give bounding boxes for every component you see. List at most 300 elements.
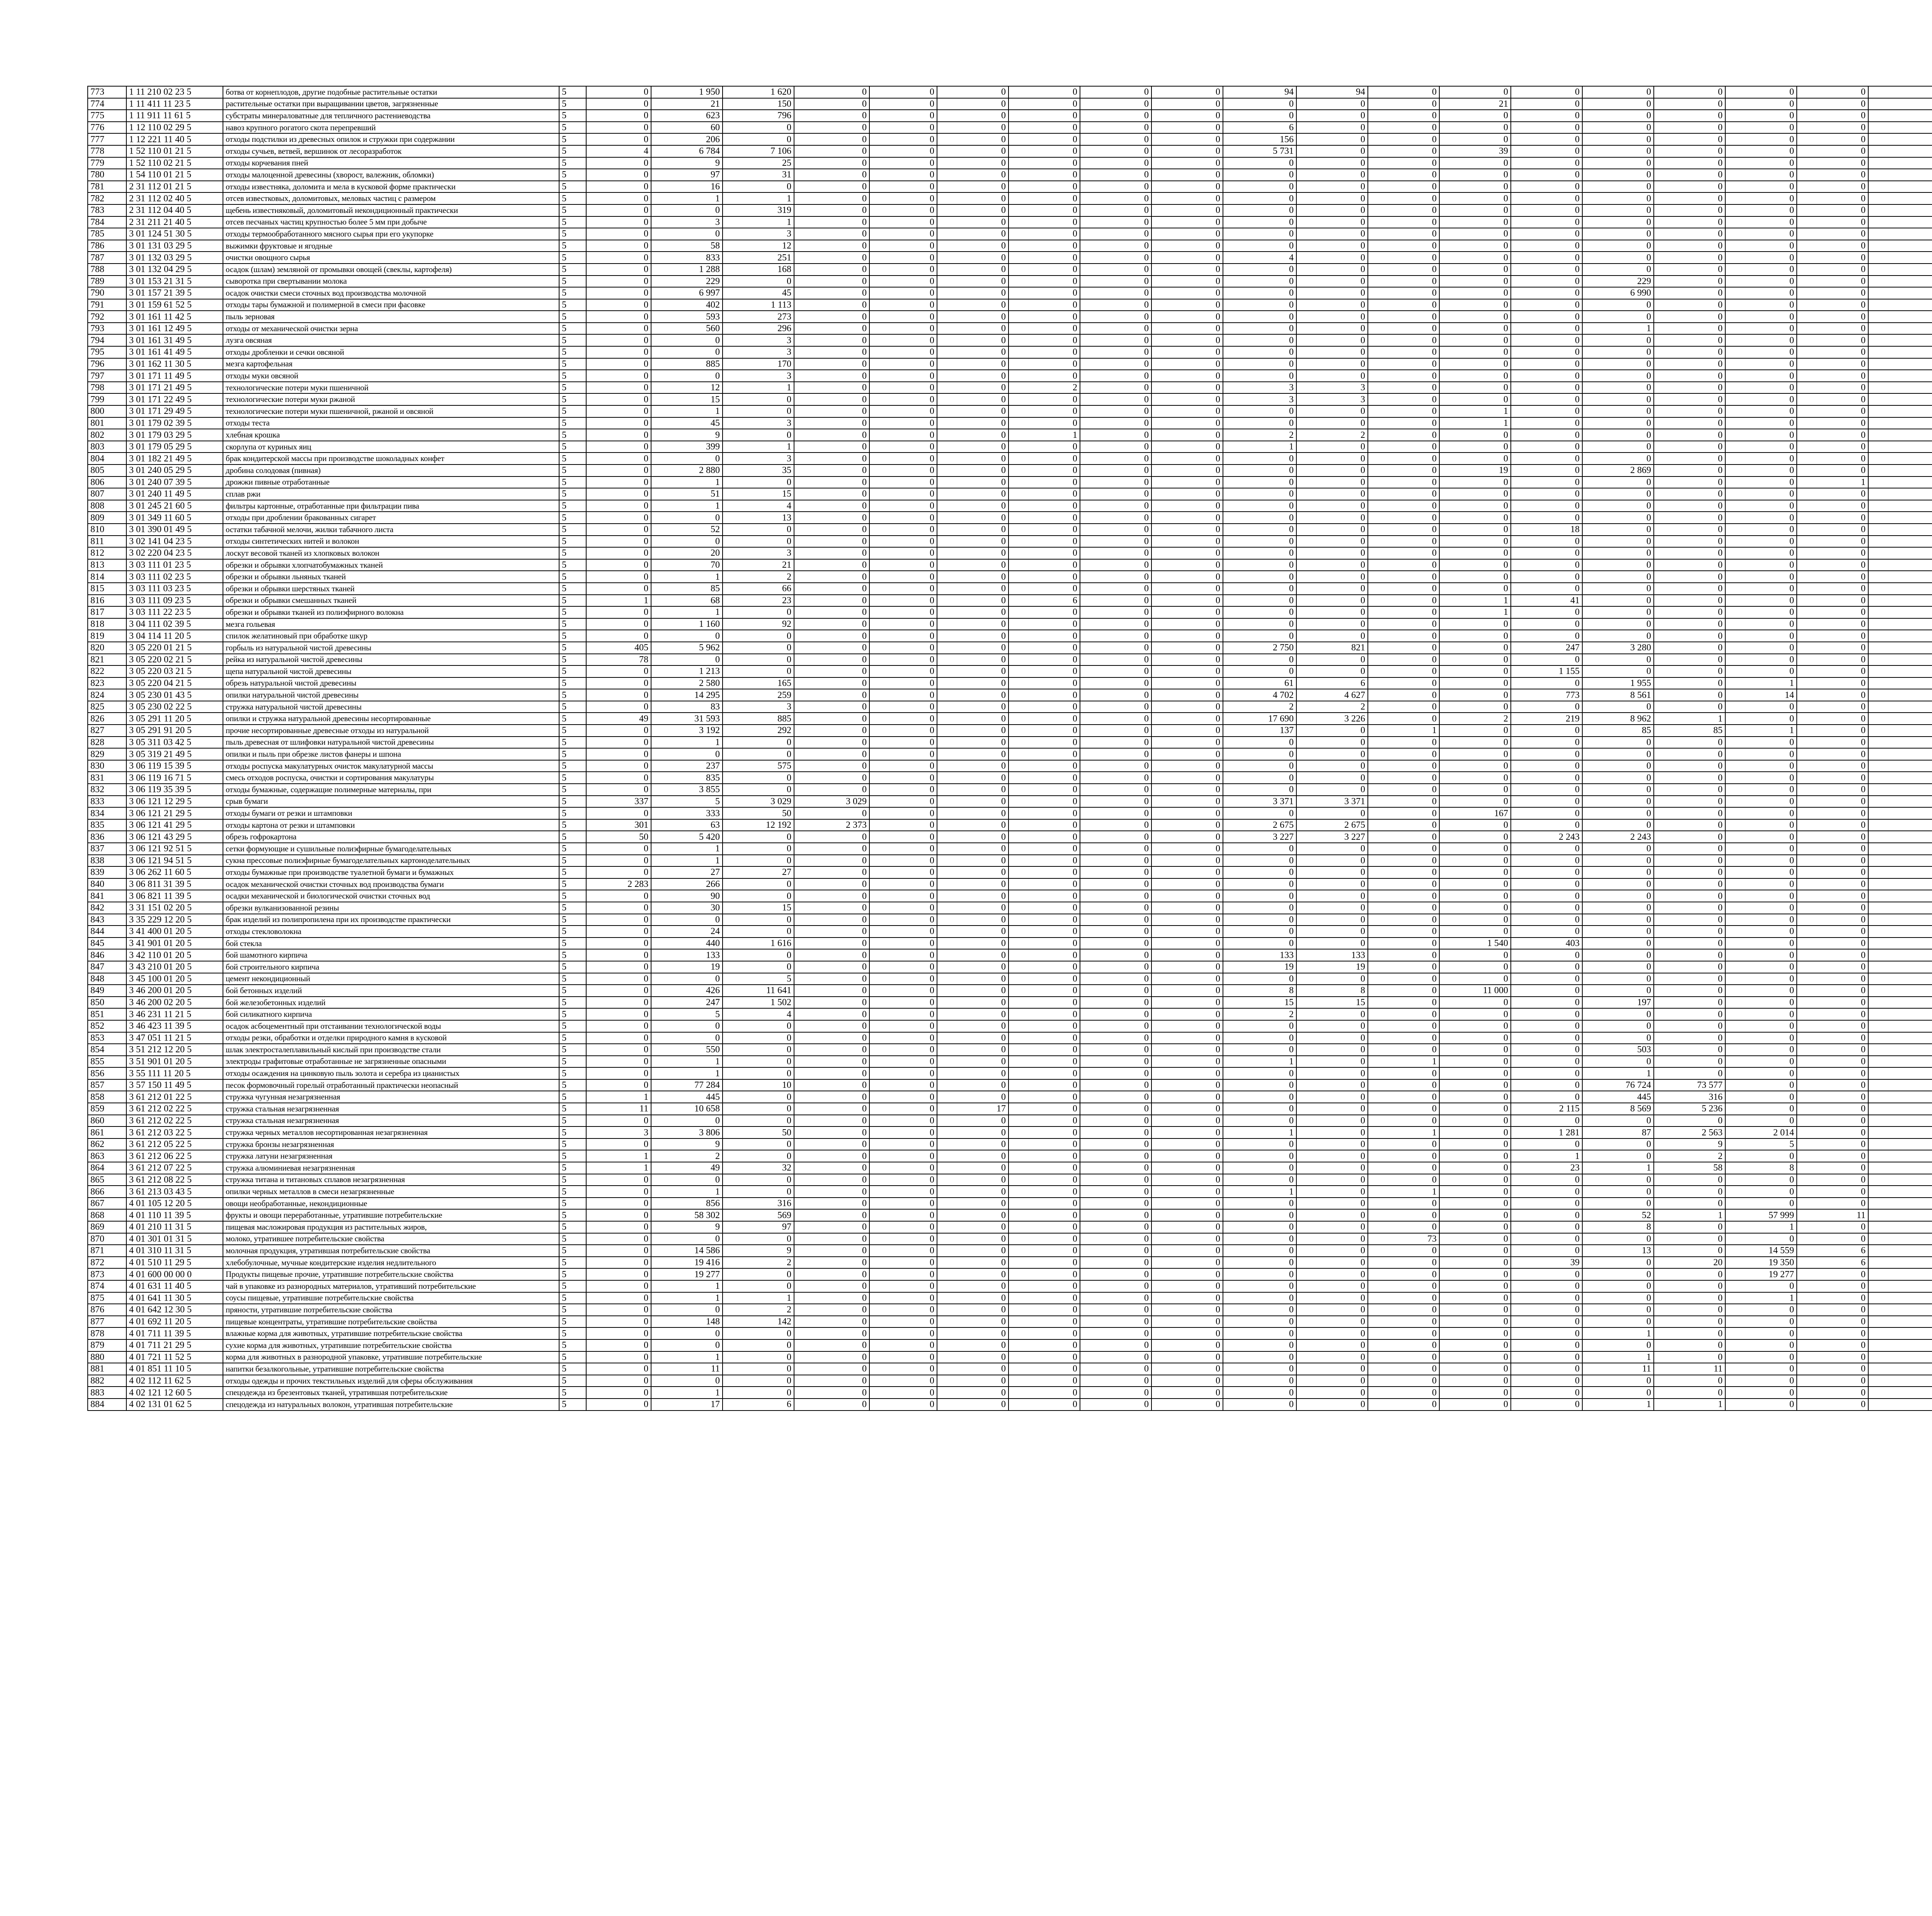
value-cell: 11 [651,1363,723,1375]
value-cell: 0 [1368,1174,1439,1186]
value-cell: 0 [723,405,794,417]
value-cell: 1 [651,1387,723,1399]
waste-name-cell: сплав ржи [223,488,559,500]
value-cell: 0 [1296,737,1368,749]
value-cell: 0 [1223,181,1296,193]
value-cell: 0 [1151,157,1223,169]
value-cell: 0 [1151,1044,1223,1056]
value-cell: 0 [937,1304,1009,1316]
value-cell: 0 [937,465,1009,476]
value-cell: 0 [1080,1044,1151,1056]
value-cell: 0 [1151,878,1223,890]
value-cell: 0 [937,902,1009,914]
value-cell: 73 [1368,1233,1439,1245]
value-cell [1868,1044,1932,1056]
hazard-class-cell: 5 [559,145,586,157]
value-cell: 0 [1725,997,1797,1009]
value-cell: 0 [651,1327,723,1339]
value-cell: 0 [1009,1150,1080,1162]
value-cell: 0 [1439,949,1511,961]
value-cell: 0 [1797,866,1868,878]
value-cell: 0 [1439,796,1511,808]
waste-name-cell: дробина солодовая (пивная) [223,465,559,476]
row-number-cell: 782 [88,192,126,204]
value-cell: 0 [937,98,1009,110]
value-cell: 1 [723,1292,794,1304]
value-cell: 0 [1725,453,1797,465]
value-cell: 0 [1009,1245,1080,1257]
value-cell: 0 [1797,748,1868,760]
value-cell: 0 [1797,1363,1868,1375]
value-cell: 0 [794,1020,869,1032]
value-cell: 0 [723,429,794,441]
value-cell: 0 [1080,725,1151,737]
value-cell: 0 [937,1162,1009,1174]
value-cell: 12 [723,240,794,252]
value-cell: 5 [1725,1138,1797,1150]
value-cell: 0 [794,1327,869,1339]
value-cell: 0 [1223,1387,1296,1399]
value-cell: 0 [1151,228,1223,240]
hazard-class-cell: 5 [559,1186,586,1198]
value-cell: 0 [1151,1056,1223,1068]
table-row [88,1339,1932,1351]
value-cell [1868,1245,1932,1257]
value-cell: 0 [586,133,651,145]
row-number-cell: 882 [88,1375,126,1387]
waste-code-cell: 3 61 212 03 22 5 [126,1126,223,1138]
waste-name-cell: обрезки и обрывки тканей из полиэфирного волокна [223,606,559,618]
hazard-class-cell: 5 [559,878,586,890]
value-cell: 1 [1582,1067,1654,1079]
value-cell: 0 [1654,536,1725,548]
value-cell: 1 [651,855,723,867]
value-cell: 0 [1439,1221,1511,1233]
value-cell: 0 [794,204,869,216]
value-cell: 0 [723,949,794,961]
value-cell: 0 [937,618,1009,630]
value-cell: 503 [1582,1044,1654,1056]
value-cell: 9 [651,1138,723,1150]
value-cell: 0 [1439,157,1511,169]
value-cell: 3 [723,547,794,559]
table-row [88,1351,1932,1363]
waste-name-cell: фильтры картонные, отработанные при фильтрации пива [223,500,559,512]
value-cell: 0 [1009,476,1080,488]
waste-name-cell: отходы одежды и прочих текстильных изделий для сферы обслуживания [223,1375,559,1387]
value-cell: 3 371 [1296,796,1368,808]
value-cell: 0 [1582,1115,1654,1127]
value-cell: 0 [1725,382,1797,394]
value-cell: 0 [1654,1375,1725,1387]
value-cell: 1 [1582,1351,1654,1363]
waste-code-cell: 2 31 112 04 40 5 [126,204,223,216]
value-cell: 0 [1296,748,1368,760]
waste-name-cell: отходы теста [223,417,559,429]
value-cell: 1 [1725,725,1797,737]
hazard-class-cell: 5 [559,476,586,488]
value-cell: 0 [937,370,1009,382]
value-cell: 0 [937,961,1009,973]
value-cell [1868,1067,1932,1079]
value-cell: 0 [1009,417,1080,429]
value-cell: 0 [1151,559,1223,571]
waste-name-cell: чай в упаковке из разнородных материалов, утративший потребительские [223,1280,559,1292]
value-cell: 0 [586,323,651,335]
value-cell: 219 [1511,713,1582,725]
row-number-cell: 835 [88,819,126,831]
value-cell: 0 [1368,299,1439,311]
value-cell: 0 [1582,429,1654,441]
value-cell: 0 [1511,748,1582,760]
value-cell: 0 [937,985,1009,997]
value-cell: 52 [651,524,723,536]
value-cell: 19 350 [1725,1257,1797,1269]
value-cell: 0 [1725,796,1797,808]
row-number-cell: 778 [88,145,126,157]
value-cell: 10 [723,1079,794,1091]
value-cell: 0 [869,595,937,607]
waste-code-cell: 4 02 112 11 62 5 [126,1375,223,1387]
value-cell: 316 [1654,1091,1725,1103]
value-cell: 0 [1511,86,1582,98]
value-cell: 0 [1368,1327,1439,1339]
value-cell: 0 [1654,949,1725,961]
table-row [88,926,1932,938]
value-cell: 0 [1439,86,1511,98]
value-cell: 0 [1439,1008,1511,1020]
value-cell: 0 [1368,1363,1439,1375]
value-cell: 0 [1654,145,1725,157]
value-cell: 0 [1151,831,1223,843]
value-cell: 0 [1151,1209,1223,1221]
value-cell: 0 [1582,748,1654,760]
value-cell: 0 [794,287,869,299]
waste-name-cell: дрожжи пивные отработанные [223,476,559,488]
value-cell: 0 [586,98,651,110]
value-cell: 0 [1080,843,1151,855]
value-cell: 0 [1296,417,1368,429]
value-cell: 0 [937,949,1009,961]
hazard-class-cell: 5 [559,1221,586,1233]
value-cell: 21 [723,559,794,571]
value-cell: 0 [1368,571,1439,583]
value-cell: 569 [723,1209,794,1221]
waste-name-cell: навоз крупного рогатого скота перепревший [223,122,559,134]
waste-code-cell: 4 02 121 12 60 5 [126,1387,223,1399]
value-cell: 0 [1223,276,1296,288]
value-cell: 0 [1368,346,1439,358]
table-row [88,488,1932,500]
value-cell: 0 [1582,252,1654,264]
waste-code-cell: 1 54 110 01 21 5 [126,169,223,181]
value-cell: 0 [1725,346,1797,358]
value-cell: 0 [794,228,869,240]
value-cell: 15 [723,488,794,500]
value-cell: 0 [1654,323,1725,335]
value-cell: 0 [586,1387,651,1399]
value-cell: 0 [1080,547,1151,559]
table-row [88,713,1932,725]
value-cell [1868,630,1932,642]
value-cell: 0 [1439,583,1511,595]
value-cell: 445 [651,1091,723,1103]
value-cell: 0 [1009,1221,1080,1233]
value-cell: 0 [1797,252,1868,264]
value-cell: 0 [1296,264,1368,276]
value-cell: 0 [1511,311,1582,323]
value-cell: 0 [723,1375,794,1387]
value-cell: 0 [1223,323,1296,335]
value-cell: 0 [723,1032,794,1044]
table-row [88,1138,1932,1150]
value-cell: 0 [1151,252,1223,264]
table-row [88,287,1932,299]
value-cell: 0 [937,831,1009,843]
row-number-cell: 798 [88,382,126,394]
value-cell: 0 [1296,1316,1368,1328]
value-cell: 0 [586,914,651,926]
row-number-cell: 806 [88,476,126,488]
value-cell: 0 [1368,796,1439,808]
value-cell: 0 [1582,536,1654,548]
value-cell: 0 [1151,961,1223,973]
value-cell: 0 [794,595,869,607]
value-cell: 58 [651,240,723,252]
value-cell: 0 [1223,110,1296,122]
value-cell: 445 [1582,1091,1654,1103]
value-cell: 3 [723,228,794,240]
value-cell: 0 [1725,1233,1797,1245]
hazard-class-cell: 5 [559,465,586,476]
value-cell: 0 [794,382,869,394]
hazard-class-cell: 5 [559,855,586,867]
value-cell: 0 [1151,1387,1223,1399]
value-cell: 237 [651,760,723,772]
value-cell: 0 [1223,1221,1296,1233]
value-cell [1868,299,1932,311]
value-cell: 0 [1151,654,1223,666]
waste-code-cell: 3 05 220 02 21 5 [126,654,223,666]
value-cell: 0 [586,252,651,264]
value-cell: 0 [794,1044,869,1056]
value-cell [1868,1079,1932,1091]
value-cell: 0 [651,204,723,216]
value-cell: 5 [723,973,794,985]
value-cell: 0 [1151,807,1223,819]
value-cell: 0 [1009,618,1080,630]
value-cell: 0 [869,1091,937,1103]
value-cell: 0 [1009,323,1080,335]
value-cell: 405 [586,642,651,654]
value-cell: 0 [723,1091,794,1103]
value-cell: 259 [723,689,794,701]
hazard-class-cell: 5 [559,831,586,843]
value-cell: 0 [794,961,869,973]
value-cell: 0 [1582,1138,1654,1150]
value-cell: 17 [651,1399,723,1411]
value-cell: 0 [586,181,651,193]
value-cell: 0 [869,1387,937,1399]
value-cell: 0 [1296,1032,1368,1044]
hazard-class-cell: 5 [559,1387,586,1399]
waste-code-cell: 1 11 210 02 23 5 [126,86,223,98]
waste-code-cell: 3 61 212 05 22 5 [126,1138,223,1150]
hazard-class-cell: 5 [559,866,586,878]
value-cell: 0 [1223,760,1296,772]
table-row [88,1245,1932,1257]
value-cell: 0 [1797,819,1868,831]
value-cell: 206 [651,133,723,145]
value-cell: 10 658 [651,1103,723,1115]
value-cell: 0 [1439,110,1511,122]
value-cell: 0 [1797,382,1868,394]
value-cell: 0 [1009,559,1080,571]
value-cell: 0 [723,1150,794,1162]
value-cell: 0 [723,181,794,193]
value-cell: 0 [937,1186,1009,1198]
value-cell: 0 [1080,370,1151,382]
value-cell: 0 [1511,819,1582,831]
table-row [88,441,1932,453]
value-cell: 0 [869,547,937,559]
value-cell: 0 [1368,559,1439,571]
value-cell: 0 [1511,334,1582,346]
row-number-cell: 842 [88,902,126,914]
value-cell: 0 [1009,204,1080,216]
table-row [88,949,1932,961]
value-cell: 0 [1511,855,1582,867]
hazard-class-cell: 5 [559,784,586,796]
value-cell: 0 [1511,370,1582,382]
value-cell: 0 [1223,1316,1296,1328]
value-cell: 0 [1296,1339,1368,1351]
value-cell: 0 [1797,192,1868,204]
value-cell [1868,1221,1932,1233]
value-cell: 50 [723,1126,794,1138]
value-cell: 0 [1725,228,1797,240]
value-cell: 0 [1797,961,1868,973]
value-cell: 0 [1439,429,1511,441]
value-cell [1868,1174,1932,1186]
waste-name-cell: отходы термообработанного мясного сырья при его укупорке [223,228,559,240]
table-row [88,772,1932,784]
hazard-class-cell: 5 [559,914,586,926]
value-cell: 0 [1582,949,1654,961]
table-row [88,1067,1932,1079]
value-cell: 0 [1725,287,1797,299]
waste-name-cell: остатки табачной мелочи, жилки табачного листа [223,524,559,536]
value-cell: 0 [869,1304,937,1316]
value-cell: 1 [651,1067,723,1079]
value-cell: 0 [1582,985,1654,997]
row-number-cell: 792 [88,311,126,323]
value-cell: 0 [1296,760,1368,772]
hazard-class-cell: 5 [559,86,586,98]
row-number-cell: 880 [88,1351,126,1363]
value-cell: 0 [1797,1292,1868,1304]
value-cell [1868,689,1932,701]
table-row [88,855,1932,867]
value-cell: 0 [869,689,937,701]
value-cell: 0 [794,122,869,134]
row-number-cell: 845 [88,938,126,949]
value-cell: 0 [794,1304,869,1316]
value-cell [1868,1150,1932,1162]
value-cell: 9 [651,1221,723,1233]
value-cell: 0 [1368,192,1439,204]
table-row [88,938,1932,949]
value-cell: 0 [1582,1280,1654,1292]
value-cell: 0 [937,393,1009,405]
value-cell: 1 [1439,595,1511,607]
value-cell: 0 [1439,831,1511,843]
value-cell: 0 [937,1079,1009,1091]
value-cell: 0 [1009,1363,1080,1375]
value-cell: 3 192 [651,725,723,737]
value-cell: 0 [1725,1186,1797,1198]
row-number-cell: 830 [88,760,126,772]
waste-name-cell: отходы от механической очистки зерна [223,323,559,335]
value-cell: 0 [1080,122,1151,134]
value-cell: 0 [937,973,1009,985]
value-cell: 0 [1654,1008,1725,1020]
hazard-class-cell: 5 [559,1162,586,1174]
waste-code-cell: 2 31 211 21 40 5 [126,216,223,228]
value-cell: 0 [1151,346,1223,358]
value-cell: 0 [1797,145,1868,157]
value-cell: 0 [869,796,937,808]
value-cell: 6 [1223,122,1296,134]
value-cell: 0 [1511,1363,1582,1375]
value-cell: 0 [1439,701,1511,713]
value-cell: 41 [1511,595,1582,607]
value-cell: 0 [1511,145,1582,157]
value-cell: 3 029 [723,796,794,808]
row-number-cell: 793 [88,323,126,335]
value-cell: 0 [1654,240,1725,252]
value-cell: 0 [1080,737,1151,749]
value-cell: 0 [1797,1091,1868,1103]
value-cell: 14 586 [651,1245,723,1257]
waste-code-cell: 3 06 821 11 39 5 [126,890,223,902]
value-cell: 0 [1223,1351,1296,1363]
value-cell: 0 [1223,98,1296,110]
waste-name-cell: отходы осаждения на цинковую пыль золота и серебра из цианистых [223,1067,559,1079]
value-cell: 7 106 [723,145,794,157]
value-cell: 0 [1797,98,1868,110]
value-cell: 0 [586,1292,651,1304]
value-cell: 0 [1151,866,1223,878]
value-cell: 0 [869,961,937,973]
value-cell: 0 [1797,133,1868,145]
value-cell: 0 [937,476,1009,488]
value-cell: 0 [651,334,723,346]
value-cell: 0 [869,737,937,749]
value-cell: 0 [869,973,937,985]
row-number-cell: 800 [88,405,126,417]
value-cell: 0 [1654,1221,1725,1233]
row-number-cell: 868 [88,1209,126,1221]
value-cell: 0 [1296,334,1368,346]
value-cell: 1 [586,1091,651,1103]
value-cell: 0 [1151,1245,1223,1257]
value-cell: 0 [937,1020,1009,1032]
value-cell: 0 [1797,346,1868,358]
value-cell: 0 [869,559,937,571]
value-cell: 0 [1797,595,1868,607]
value-cell: 0 [1725,417,1797,429]
